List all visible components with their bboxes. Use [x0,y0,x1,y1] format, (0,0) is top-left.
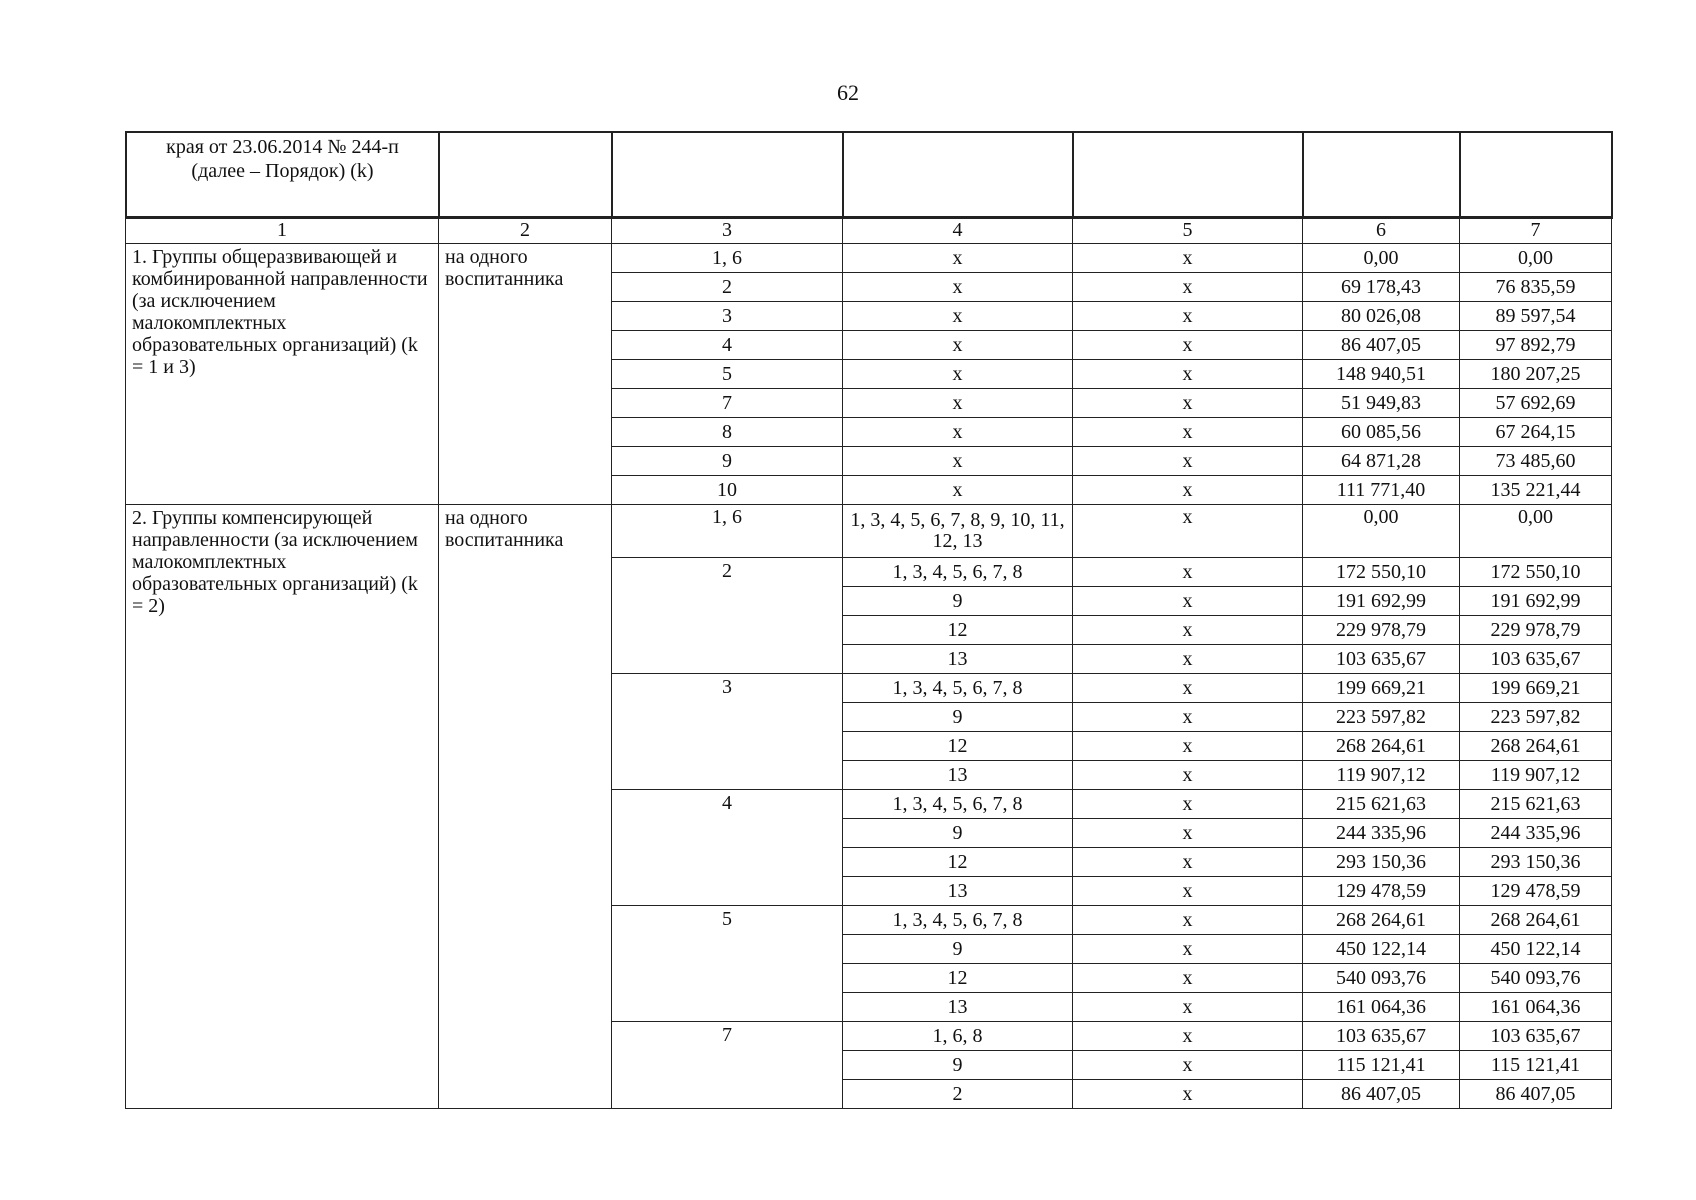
cell-col-3: 3 [612,302,843,331]
cell-col-4: х [843,244,1073,273]
cell-col-7: 103 635,67 [1460,1022,1612,1051]
cell-col-5: х [1073,587,1303,616]
column-number: 1 [126,217,439,244]
cell-col-3: 4 [612,790,843,906]
cell-col-4: 13 [843,877,1073,906]
cell-col-7: 268 264,61 [1460,906,1612,935]
cell-col-6: 69 178,43 [1303,273,1460,302]
cell-col-5: х [1073,674,1303,703]
cell-col-6: 119 907,12 [1303,761,1460,790]
cell-col-4: х [843,302,1073,331]
cell-col-7: 191 692,99 [1460,587,1612,616]
cell-col-6: 540 093,76 [1303,964,1460,993]
norms-table [125,216,1612,1109]
cell-col-5: х [1073,360,1303,389]
cell-col-7: 67 264,15 [1460,418,1612,447]
cell-col-4: 13 [843,645,1073,674]
unit-cell: на одного воспитанника [439,505,612,1109]
cell-col-5: х [1073,790,1303,819]
cell-col-7: 129 478,59 [1460,877,1612,906]
cell-col-4: 9 [843,703,1073,732]
cell-col-5: х [1073,993,1303,1022]
cell-col-5: х [1073,1022,1303,1051]
cell-col-6: 244 335,96 [1303,819,1460,848]
cell-col-4: х [843,447,1073,476]
cell-col-4: х [843,331,1073,360]
group-name-cell: 1. Группы общеразвивающей и комбинированной направленности (за исключением малокомплектных образовательных организаций) (k = 1 и 3) [126,244,439,505]
header-fragment-line-2: (далее – Порядок) (k) [191,160,374,182]
cell-col-5: х [1073,964,1303,993]
cell-col-6: 268 264,61 [1303,732,1460,761]
cell-col-6: 111 771,40 [1303,476,1460,505]
cell-col-3: 7 [612,1022,843,1109]
cell-col-6: 86 407,05 [1303,1080,1460,1109]
cell-col-6: 229 978,79 [1303,616,1460,645]
cell-col-4: 9 [843,819,1073,848]
cell-col-7: 119 907,12 [1460,761,1612,790]
cell-col-5: х [1073,389,1303,418]
cell-col-6: 450 122,14 [1303,935,1460,964]
cell-col-6: 80 026,08 [1303,302,1460,331]
cell-col-4: х [843,476,1073,505]
cell-col-7: 223 597,82 [1460,703,1612,732]
cell-col-3: 4 [612,331,843,360]
cell-col-7: 103 635,67 [1460,645,1612,674]
group-name-cell: 2. Группы компенсирующей направленности (за исключением малокомплектных образовательных организаций) (k = 2) [126,505,439,1109]
header-fragment-cell [126,132,439,218]
header-cell-5 [1073,132,1303,218]
cell-col-4: х [843,360,1073,389]
column-number: 3 [612,217,843,244]
cell-col-6: 129 478,59 [1303,877,1460,906]
cell-col-4: 1, 3, 4, 5, 6, 7, 8 [843,674,1073,703]
column-number: 6 [1303,217,1460,244]
cell-col-5: х [1073,1080,1303,1109]
cell-col-5: х [1073,935,1303,964]
cell-col-5: х [1073,302,1303,331]
cell-col-5: х [1073,244,1303,273]
cell-col-3: 2 [612,558,843,674]
cell-col-4: х [843,273,1073,302]
cell-col-3: 5 [612,906,843,1022]
header-cell-7 [1460,132,1612,218]
cell-col-5: х [1073,418,1303,447]
cell-col-4: 13 [843,993,1073,1022]
cell-col-6: 86 407,05 [1303,331,1460,360]
cell-col-6: 115 121,41 [1303,1051,1460,1080]
header-cell-4 [843,132,1073,218]
column-number-row [126,217,1612,244]
cell-col-7: 73 485,60 [1460,447,1612,476]
header-cell-3 [612,132,843,218]
cell-col-7: 161 064,36 [1460,993,1612,1022]
cell-col-5: х [1073,819,1303,848]
cell-col-7: 57 692,69 [1460,389,1612,418]
cell-col-4: 9 [843,935,1073,964]
continued-header-table [125,131,1613,219]
cell-col-3: 3 [612,674,843,790]
cell-col-4: 13 [843,761,1073,790]
cell-col-4: 12 [843,732,1073,761]
cell-col-7: 89 597,54 [1460,302,1612,331]
cell-col-4: 12 [843,848,1073,877]
cell-col-6: 103 635,67 [1303,1022,1460,1051]
cell-col-7: 244 335,96 [1460,819,1612,848]
cell-col-4: 1, 3, 4, 5, 6, 7, 8, 9, 10, 11, 12, 13 [843,505,1073,558]
cell-col-4: 9 [843,1051,1073,1080]
cell-col-6: 0,00 [1303,244,1460,273]
cell-col-7: 268 264,61 [1460,732,1612,761]
cell-col-3: 7 [612,389,843,418]
cell-col-7: 180 207,25 [1460,360,1612,389]
cell-col-6: 215 621,63 [1303,790,1460,819]
cell-col-7: 86 407,05 [1460,1080,1612,1109]
cell-col-4: 1, 3, 4, 5, 6, 7, 8 [843,790,1073,819]
table-row [126,244,1612,273]
header-fragment-line-1: края от 23.06.2014 № 244-п [166,136,399,158]
cell-col-7: 450 122,14 [1460,935,1612,964]
cell-col-5: х [1073,703,1303,732]
cell-col-6: 268 264,61 [1303,906,1460,935]
cell-col-6: 103 635,67 [1303,645,1460,674]
cell-col-3: 8 [612,418,843,447]
cell-col-7: 76 835,59 [1460,273,1612,302]
column-number: 7 [1460,217,1612,244]
cell-col-7: 97 892,79 [1460,331,1612,360]
cell-col-6: 51 949,83 [1303,389,1460,418]
cell-col-5: х [1073,1051,1303,1080]
cell-col-6: 64 871,28 [1303,447,1460,476]
cell-col-5: х [1073,558,1303,587]
cell-col-6: 172 550,10 [1303,558,1460,587]
cell-col-7: 0,00 [1460,505,1612,558]
cell-col-4: 1, 3, 4, 5, 6, 7, 8 [843,558,1073,587]
unit-cell: на одного воспитанника [439,244,612,505]
cell-col-7: 540 093,76 [1460,964,1612,993]
cell-col-6: 293 150,36 [1303,848,1460,877]
cell-col-3: 1, 6 [612,244,843,273]
cell-col-4: х [843,418,1073,447]
header-cell-2 [439,132,612,218]
cell-col-7: 0,00 [1460,244,1612,273]
cell-col-3: 9 [612,447,843,476]
column-number: 4 [843,217,1073,244]
column-number: 2 [439,217,612,244]
cell-col-4: 12 [843,616,1073,645]
cell-col-5: х [1073,877,1303,906]
cell-col-4: х [843,389,1073,418]
cell-col-4: 2 [843,1080,1073,1109]
cell-col-5: х [1073,732,1303,761]
cell-col-3: 1, 6 [612,505,843,558]
cell-col-7: 229 978,79 [1460,616,1612,645]
cell-col-7: 135 221,44 [1460,476,1612,505]
cell-col-5: х [1073,476,1303,505]
cell-col-4: 1, 3, 4, 5, 6, 7, 8 [843,906,1073,935]
cell-col-5: х [1073,848,1303,877]
cell-col-4: 1, 6, 8 [843,1022,1073,1051]
cell-col-6: 199 669,21 [1303,674,1460,703]
page-number: 62 [837,80,859,105]
cell-col-5: х [1073,273,1303,302]
cell-col-5: х [1073,906,1303,935]
cell-col-7: 199 669,21 [1460,674,1612,703]
header-cell-6 [1303,132,1460,218]
cell-col-6: 148 940,51 [1303,360,1460,389]
table-row [126,505,1612,558]
cell-col-5: х [1073,616,1303,645]
cell-col-3: 10 [612,476,843,505]
cell-col-5: х [1073,761,1303,790]
cell-col-6: 191 692,99 [1303,587,1460,616]
cell-col-6: 223 597,82 [1303,703,1460,732]
cell-col-6: 0,00 [1303,505,1460,558]
cell-col-6: 60 085,56 [1303,418,1460,447]
cell-col-7: 293 150,36 [1460,848,1612,877]
cell-col-3: 2 [612,273,843,302]
cell-col-6: 161 064,36 [1303,993,1460,1022]
cell-col-4: 12 [843,964,1073,993]
cell-col-7: 215 621,63 [1460,790,1612,819]
cell-col-5: х [1073,331,1303,360]
cell-col-3: 5 [612,360,843,389]
cell-col-5: х [1073,447,1303,476]
cell-col-5: х [1073,505,1303,558]
column-number: 5 [1073,217,1303,244]
cell-col-7: 115 121,41 [1460,1051,1612,1080]
cell-col-7: 172 550,10 [1460,558,1612,587]
cell-col-5: х [1073,645,1303,674]
cell-col-4: 9 [843,587,1073,616]
